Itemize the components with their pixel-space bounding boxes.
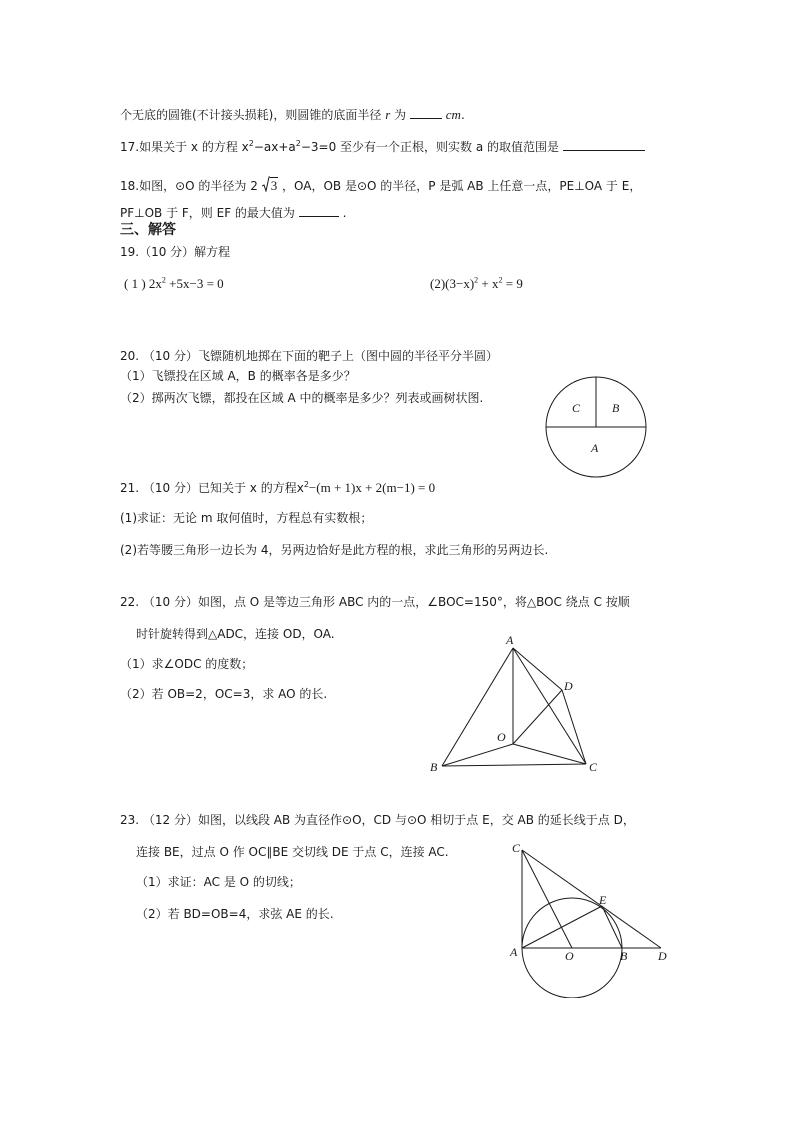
q19-title: 19.（10 分）解方程 bbox=[120, 245, 231, 259]
q23-part2: （2）若 BD=OB=4，求弦 AE 的长. bbox=[136, 907, 334, 921]
q20-dartboard-figure bbox=[540, 374, 654, 480]
segment-dc bbox=[562, 690, 586, 764]
q18-line2 bbox=[120, 204, 346, 221]
q18-sqrt-arg: 3 bbox=[270, 178, 278, 193]
q18-line2-b: . bbox=[342, 206, 347, 220]
q19-equation-2 bbox=[430, 276, 523, 292]
segment-ad bbox=[513, 648, 562, 690]
segment-eb bbox=[602, 906, 622, 948]
vertex-b-label: B bbox=[430, 760, 438, 774]
tangent-cd bbox=[522, 850, 661, 948]
q21-title bbox=[120, 480, 435, 496]
q17-line bbox=[120, 138, 645, 155]
q22-part1: （1）求∠ODC 的度数； bbox=[120, 657, 254, 671]
vertex-c-label: C bbox=[589, 760, 598, 774]
q19-eq2-mid: + x bbox=[478, 276, 499, 291]
q16-unit: cm bbox=[445, 107, 461, 122]
q19-eq1-rest: +5x−3 = 0 bbox=[165, 276, 224, 291]
q22-title: 22. （10 分）如图，点 O 是等边三角形 ABC 内的一点，∠BOC=150°，将△BOC 绕点 C 按顺 bbox=[120, 595, 630, 609]
q18-answer-blank[interactable] bbox=[299, 204, 339, 217]
point-c-label: C bbox=[512, 841, 521, 855]
q23-title: 23. （12 分）如图，以线段 AB 为直径作⊙O，CD 与⊙O 相切于点 E，交 AB 的延长线于点 D， bbox=[120, 813, 635, 827]
q19-eq1-exp: 2 bbox=[161, 275, 166, 285]
chord-ae bbox=[522, 906, 602, 948]
q16-tail-line bbox=[120, 106, 465, 123]
q19-eq2-exp2: 2 bbox=[498, 275, 503, 285]
point-e-label: E bbox=[599, 893, 607, 907]
point-a-label: A bbox=[510, 945, 518, 959]
q17-answer-blank[interactable] bbox=[563, 138, 645, 151]
q16-end: . bbox=[460, 108, 465, 122]
point-d-label: D bbox=[658, 949, 667, 963]
q20-part1: （1）飞镖投在区域 A，B 的概率各是多少？ bbox=[120, 369, 356, 383]
q16-var-r: r bbox=[385, 107, 391, 122]
region-b-label: B bbox=[612, 401, 620, 415]
q16-answer-blank[interactable] bbox=[410, 106, 442, 119]
point-o-label: O bbox=[565, 949, 574, 963]
q17-mid: −ax+a bbox=[253, 140, 296, 154]
region-c-label: C bbox=[572, 401, 581, 415]
q16-tail-text: 个无底的圆锥(不计接头损耗)，则圆锥的底面半径 bbox=[120, 108, 382, 122]
q18-line1-b: ，OA，OB 是⊙O 的半径，P 是弧 AB 上任意一点，PE⊥OA 于 E， bbox=[282, 179, 642, 193]
q17-exp2: 2 bbox=[295, 139, 301, 148]
q21-title-b: −(m + 1)x + 2(m−1) = 0 bbox=[308, 480, 436, 495]
q21-title-exp: 2 bbox=[303, 480, 309, 489]
q21-title-a: 21. （10 分）已知关于 x 的方程x bbox=[120, 481, 304, 495]
q19-eq2-rest: = 9 bbox=[502, 276, 523, 291]
q22-part2: （2）若 OB=2，OC=3，求 AO 的长. bbox=[120, 687, 328, 701]
q19-eq2-label: (2)(3−x) bbox=[430, 276, 475, 291]
q19-equation-1 bbox=[124, 276, 224, 292]
q21-part2: (2)若等腰三角形一边长为 4，另两边恰好是此方程的根，求此三角形的另两边长. bbox=[120, 543, 549, 557]
radical-sign-icon bbox=[262, 176, 270, 192]
q22-triangle-figure bbox=[424, 628, 608, 778]
segment-bc bbox=[442, 764, 586, 766]
q17-prefix: 17.如果关于 x 的方程 x bbox=[120, 140, 249, 154]
point-b-label: B bbox=[620, 949, 628, 963]
q19-eq1-label: ( 1 ) 2x bbox=[124, 276, 162, 291]
segment-ob bbox=[442, 744, 513, 766]
vertex-o-label: O bbox=[497, 730, 506, 744]
region-a-label: A bbox=[591, 441, 599, 455]
q23-title-cont: 连接 BE，过点 O 作 OC∥BE 交切线 DE 于点 C，连接 AC. bbox=[136, 845, 449, 859]
q17-exp1: 2 bbox=[248, 139, 254, 148]
q18-line2-a: PF⊥OB 于 F，则 EF 的最大值为 bbox=[120, 206, 295, 220]
q18-line1 bbox=[120, 178, 641, 194]
q21-part1: (1)求证：无论 m 取何值时，方程总有实数根； bbox=[120, 511, 373, 525]
q19-eq2-exp: 2 bbox=[474, 275, 479, 285]
section-title: 三、解答 bbox=[120, 222, 176, 238]
q23-part1: （1）求证：AC 是 O 的切线； bbox=[136, 875, 301, 889]
q18-line1-a: 18.如图，⊙O 的半径为 2 bbox=[120, 179, 258, 193]
q20-part2: （2）掷两次飞镖，都投在区域 A 中的概率是多少？列表或画树状图. bbox=[120, 391, 484, 405]
q17-suffix: −3=0 至少有一个正根，则实数 a 的取值范围是 bbox=[300, 140, 560, 154]
vertex-a-label: A bbox=[506, 633, 514, 647]
q20-title: 20. （10 分）飞镖随机地掷在下面的靶子上（图中圆的半径平分半圆） bbox=[120, 349, 498, 363]
vertex-d-label: D bbox=[564, 679, 573, 693]
segment-od bbox=[513, 690, 562, 744]
sqrt-symbol bbox=[262, 178, 279, 194]
segment-ab bbox=[442, 648, 513, 766]
q16-mid: 为 bbox=[394, 108, 407, 122]
q23-circle-figure bbox=[506, 838, 676, 998]
q22-title-cont: 时针旋转得到△ADC，连接 OD，OA. bbox=[136, 627, 335, 641]
